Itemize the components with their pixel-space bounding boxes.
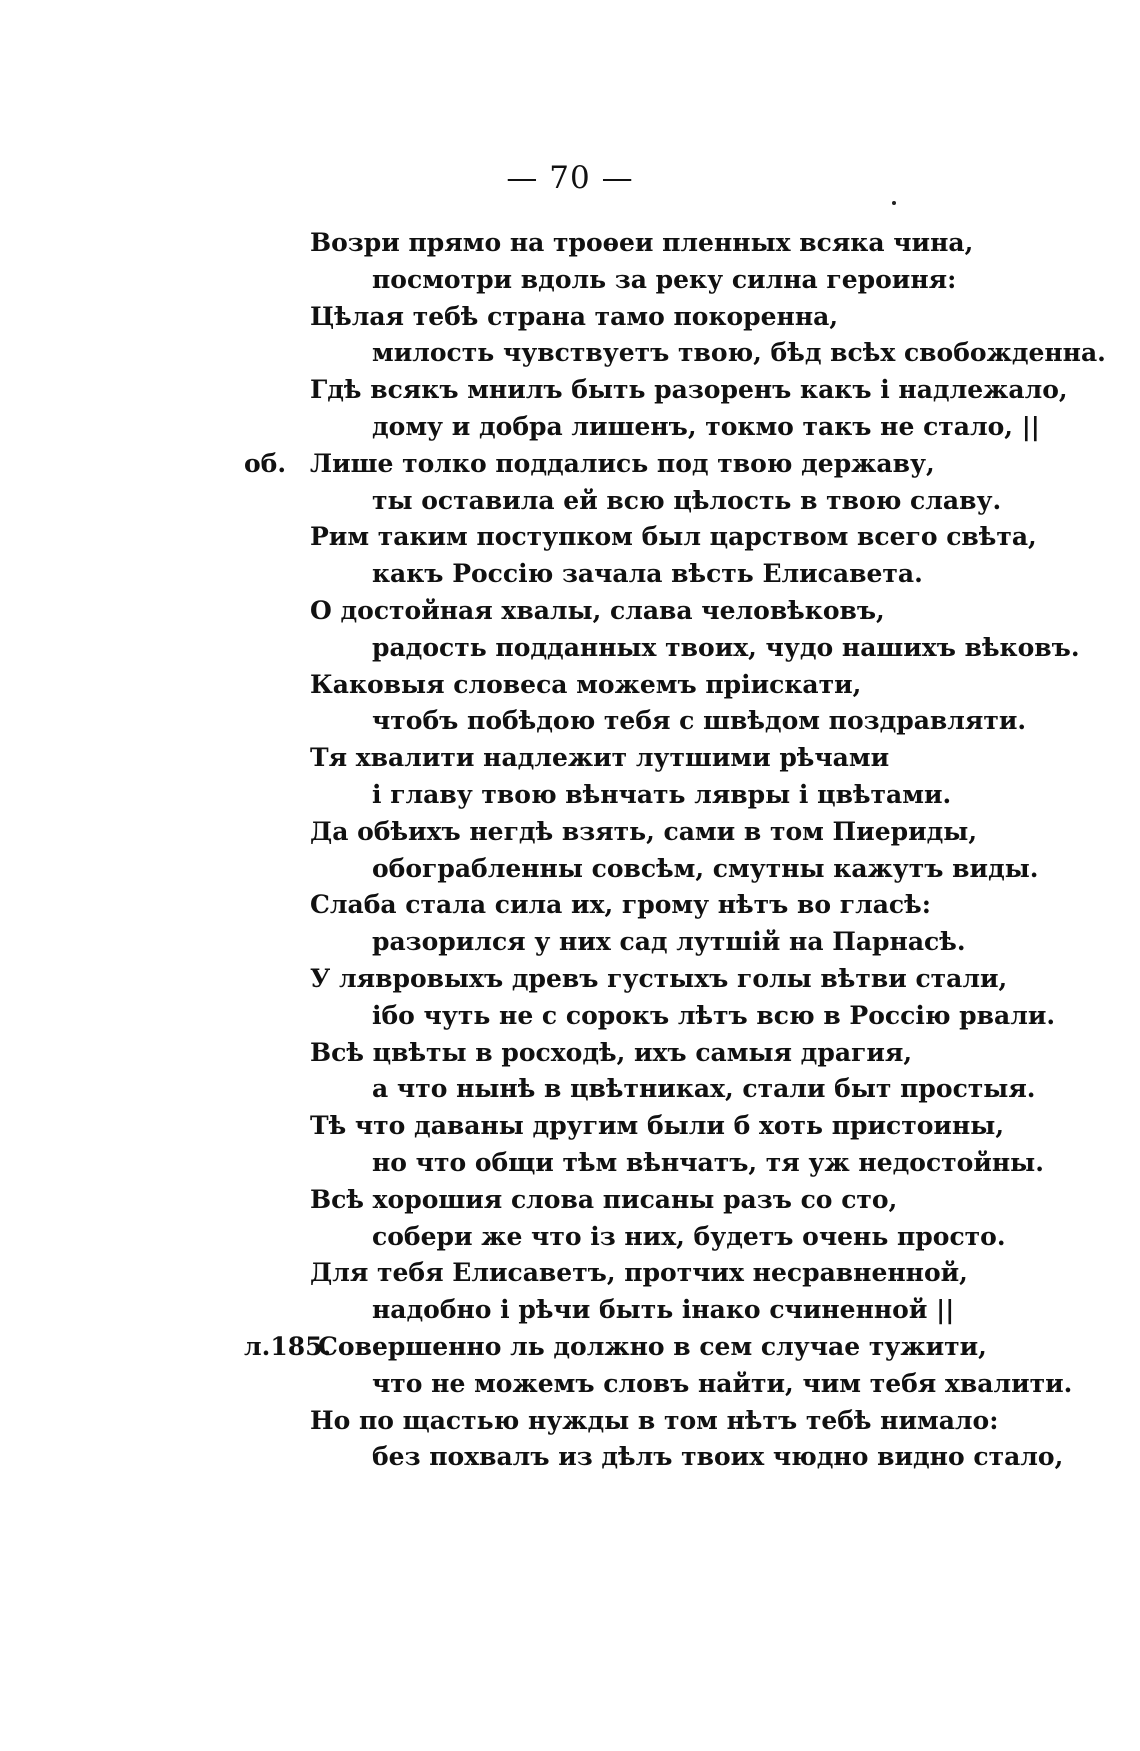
verse-line xyxy=(0,483,1140,520)
verse-line xyxy=(0,372,1140,409)
verse-line xyxy=(0,335,1140,372)
verse-line xyxy=(0,851,1140,888)
verse-line-text: радость подданных твоих, чудо нашихъ вѣковъ. xyxy=(372,632,1080,662)
verse-line xyxy=(0,1145,1140,1182)
verse-line xyxy=(0,924,1140,961)
verse-line xyxy=(0,1329,1140,1366)
verse-line xyxy=(0,630,1140,667)
verse-line-text: Да обѣихъ негдѣ взять, сами в том Пиериды, xyxy=(310,816,978,846)
verse-line-text: что не можемъ словъ найти, чим тебя хвалити. xyxy=(372,1368,1073,1398)
verse-line xyxy=(0,519,1140,556)
verse-line xyxy=(0,814,1140,851)
verse-line-text: без похвалъ из дѣлъ твоих чюдно видно стало, xyxy=(372,1442,1064,1472)
verse-line-text: какъ Россію зачала вѣсть Елисавета. xyxy=(372,559,923,589)
verse-line-text: Слаба стала сила их, грому нѣтъ во гласѣ: xyxy=(310,890,931,920)
verse-line-text: Всѣ хорошия слова писаны разъ со сто, xyxy=(310,1184,898,1214)
verse-line xyxy=(0,225,1140,262)
verse-line xyxy=(0,1219,1140,1256)
verse-line-text: Тя хвалити надлежит лутшими рѣчами xyxy=(310,743,890,773)
verse-line-text: Лише толко поддались под твою державу, xyxy=(310,448,935,478)
verse-line-text: Совершенно ль должно в сем случае тужити, xyxy=(318,1331,987,1361)
verse-line-text: Но по щастью нужды в том нѣтъ тебѣ нимало: xyxy=(310,1405,999,1435)
verse-line-text: разорился у них сад лутшій на Парнасѣ. xyxy=(372,927,966,957)
verse-line-text: надобно і рѣчи быть інако счиненной || xyxy=(372,1295,955,1325)
verse-line xyxy=(0,446,1140,483)
print-speck xyxy=(892,201,896,205)
verse-line xyxy=(0,1182,1140,1219)
verse-line xyxy=(0,1403,1140,1440)
verse-line xyxy=(0,777,1140,814)
verse-line xyxy=(0,1071,1140,1108)
verse-line-text: Для тебя Елисаветъ, протчих несравненной, xyxy=(310,1258,968,1288)
verse-line-text: но что общи тѣм вѣнчатъ, тя уж недостойны. xyxy=(372,1147,1044,1177)
verse-line xyxy=(0,593,1140,630)
verse-line xyxy=(0,703,1140,740)
verse-line xyxy=(0,961,1140,998)
verse-line-text: і главу твою вѣнчать лявры і цвѣтами. xyxy=(372,779,952,809)
verse-line xyxy=(0,409,1140,446)
verse-line xyxy=(0,1108,1140,1145)
verse-line-text: Рим таким поступком был царством всего свѣта, xyxy=(310,522,1037,552)
verse-line xyxy=(0,1035,1140,1072)
verse-line-text: а что нынѣ в цвѣтниках, стали быт простыя. xyxy=(372,1074,1036,1104)
verse-line xyxy=(0,1292,1140,1329)
verse-line-text: Возри прямо на троѳеи пленных всяка чина, xyxy=(310,228,974,257)
verse-line-text: О достойная хвалы, слава человѣковъ, xyxy=(310,595,885,625)
verse-line xyxy=(0,556,1140,593)
verse-line xyxy=(0,667,1140,704)
verse-line-text: Каковыя словеса можемъ пріискати, xyxy=(310,669,862,699)
verse-line-text: собери же что із них, будетъ очень просто. xyxy=(372,1221,1006,1251)
verse-line xyxy=(0,1439,1140,1476)
verse-line xyxy=(0,1366,1140,1403)
verse-line xyxy=(0,1255,1140,1292)
verse-line-text: Тѣ что даваны другим были б хоть пристоины, xyxy=(310,1111,1005,1141)
verse-line-text: чтобъ побѣдою тебя с швѣдом поздравляти. xyxy=(372,706,1027,736)
verse-line-text: дому и добра лишенъ, токмо такъ не стало, || xyxy=(372,411,1040,441)
verse-line-text: Цѣлая тебѣ страна тамо покоренна, xyxy=(310,301,839,331)
verse-line-text: ібо чуть не с сорокъ лѣтъ всю в Россію рвали. xyxy=(372,1000,1056,1030)
verse-line-text: обограбленны совсѣм, смутны кажутъ виды. xyxy=(372,853,1039,883)
margin-folio-note: л.185. xyxy=(244,1331,332,1361)
verse-line xyxy=(0,262,1140,299)
verse-line-text: милость чувствуетъ твою, бѣд всѣх свобожденна. xyxy=(372,338,1106,368)
verse-line xyxy=(0,887,1140,924)
margin-folio-note: об. xyxy=(244,448,287,478)
verse-line-text: У лявровыхъ древъ густыхъ голы вѣтви стали, xyxy=(310,963,1008,993)
verse-line xyxy=(0,740,1140,777)
verse-line-text: Всѣ цвѣты в росходѣ, ихъ самыя драгия, xyxy=(310,1037,913,1067)
poem-text xyxy=(0,225,1140,1476)
verse-line-text: ты оставила ей всю цѣлость в твою славу. xyxy=(372,485,1002,515)
verse-line xyxy=(0,299,1140,336)
verse-line-text: Гдѣ всякъ мнилъ быть разоренъ какъ і надлежало, xyxy=(310,375,1068,405)
verse-line-text: посмотри вдоль за реку силна героиня: xyxy=(372,264,957,294)
verse-line xyxy=(0,998,1140,1035)
page-number: — 70 — xyxy=(506,160,634,196)
